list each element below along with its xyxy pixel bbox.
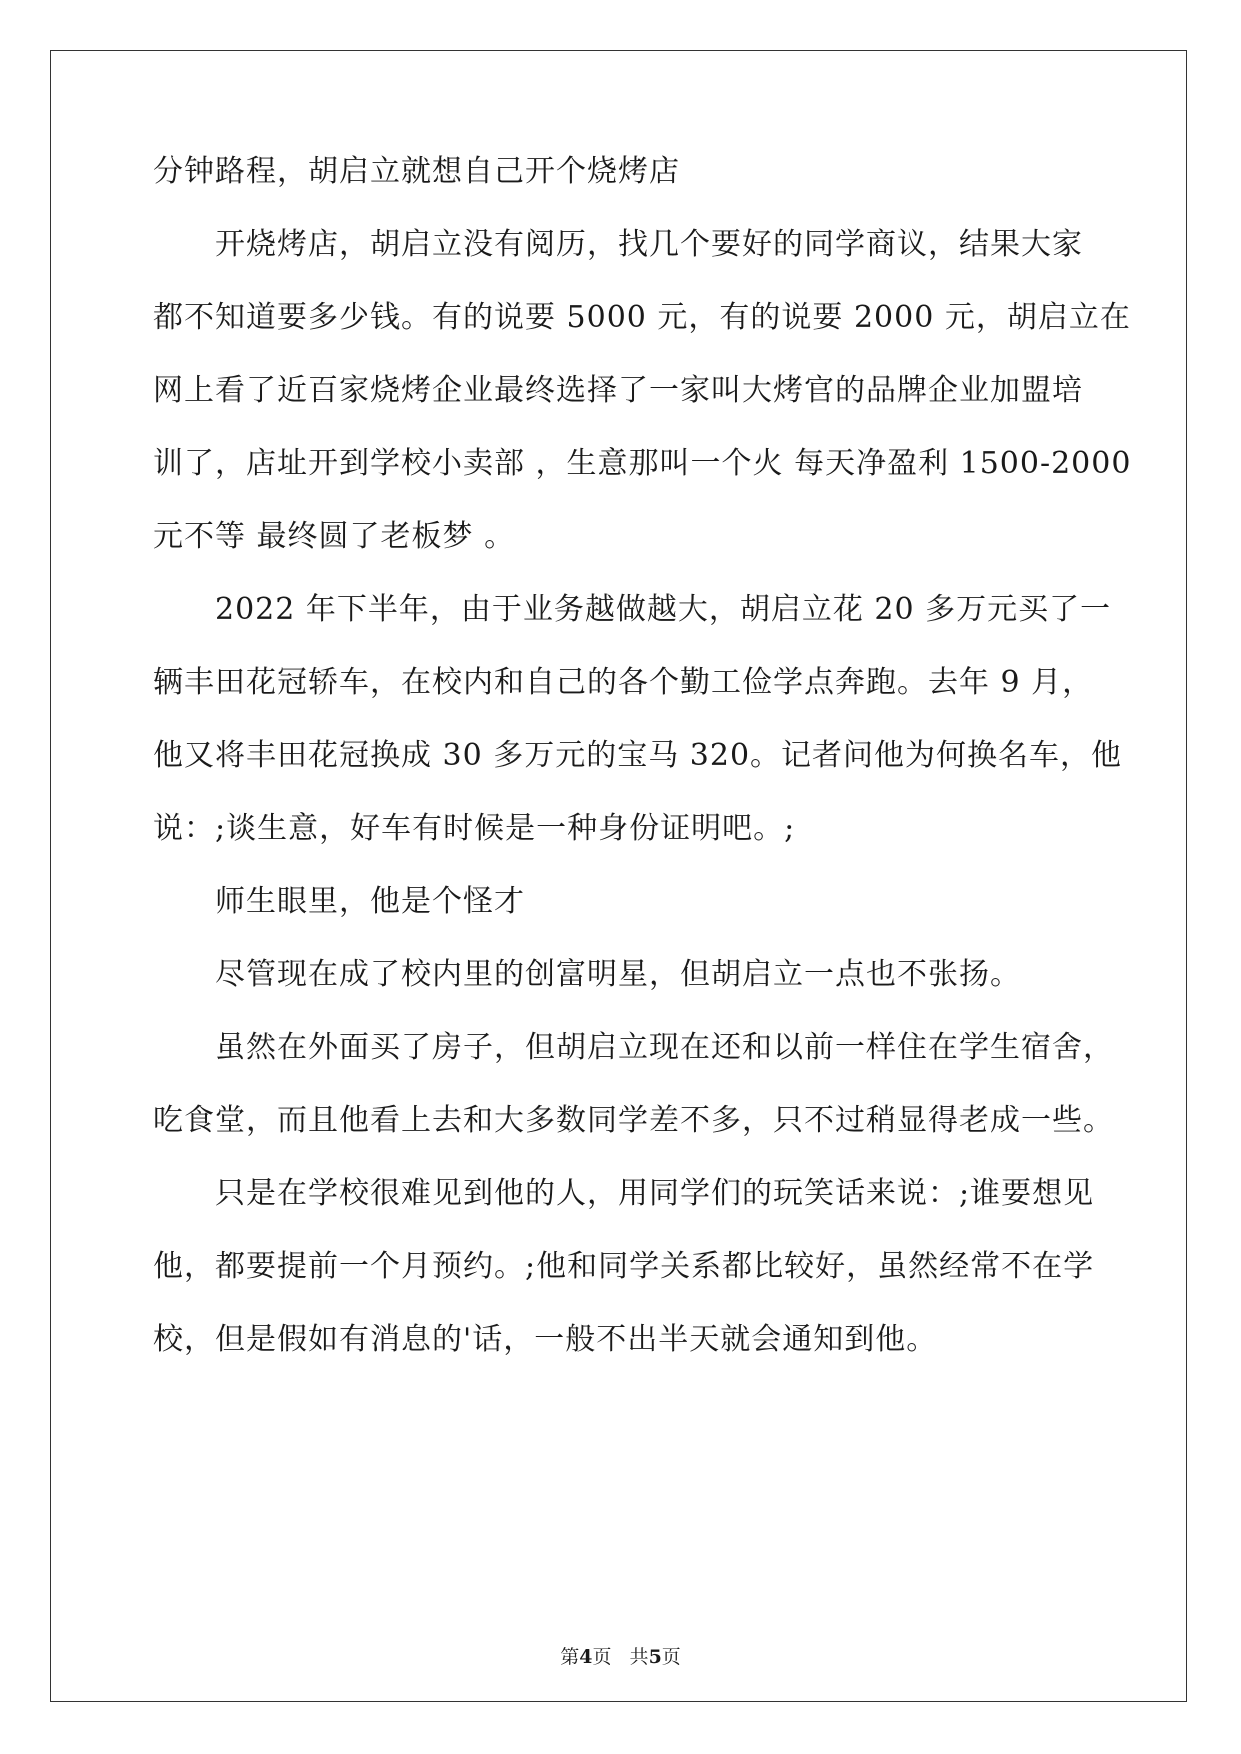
paragraph-start-line: 尽管现在成了校内里的创富明星，但胡启立一点也不张扬。 bbox=[215, 957, 1021, 992]
text-line: 他又将丰田花冠换成 30 多万元的宝马 320。记者问他为何换名车，他 bbox=[153, 738, 1123, 773]
paragraph-start-line: 2022 年下半年，由于业务越做越大，胡启立花 20 多万元买了一 bbox=[215, 592, 1112, 627]
page-footer bbox=[0, 1645, 1241, 1669]
paragraph-start-line: 开烧烤店，胡启立没有阅历，找几个要好的同学商议，结果大家 bbox=[215, 227, 1083, 262]
section-heading: 师生眼里，他是个怪才 bbox=[215, 884, 525, 919]
text-line: 训了，店址开到学校小卖部 ，生意那叫一个火 每天净盈利 1500-2000 bbox=[153, 446, 1132, 481]
page-mid: 页 共 bbox=[592, 1646, 649, 1668]
text-line: 说：;谈生意，好车有时候是一种身份证明吧。; bbox=[153, 811, 796, 846]
text-line: 分钟路程，胡启立就想自己开个烧烤店 bbox=[153, 154, 680, 189]
text-line: 吃食堂，而且他看上去和大多数同学差不多，只不过稍显得老成一些。 bbox=[153, 1103, 1114, 1138]
text-line: 元不等 最终圆了老板梦 。 bbox=[153, 519, 516, 554]
page-suffix: 页 bbox=[661, 1646, 681, 1668]
text-line: 辆丰田花冠轿车，在校内和自己的各个勤工俭学点奔跑。去年 9 月， bbox=[153, 665, 1094, 700]
text-line: 他，都要提前一个月预约。;他和同学关系都比较好，虽然经常不在学 bbox=[153, 1249, 1095, 1284]
text-line: 网上看了近百家烧烤企业最终选择了一家叫大烤官的品牌企业加盟培 bbox=[153, 373, 1083, 408]
page-prefix: 第 bbox=[560, 1646, 580, 1668]
paragraph-start-line: 只是在学校很难见到他的人，用同学们的玩笑话来说：;谁要想见 bbox=[215, 1176, 1095, 1211]
current-page-number: 4 bbox=[579, 1646, 593, 1668]
paragraph-start-line: 虽然在外面买了房子，但胡启立现在还和以前一样住在学生宿舍， bbox=[215, 1030, 1114, 1065]
total-page-number: 5 bbox=[648, 1646, 662, 1668]
text-line: 校，但是假如有消息的'话，一般不出半天就会通知到他。 bbox=[153, 1322, 938, 1357]
text-line: 都不知道要多少钱。有的说要 5000 元，有的说要 2000 元，胡启立在 bbox=[153, 300, 1131, 335]
